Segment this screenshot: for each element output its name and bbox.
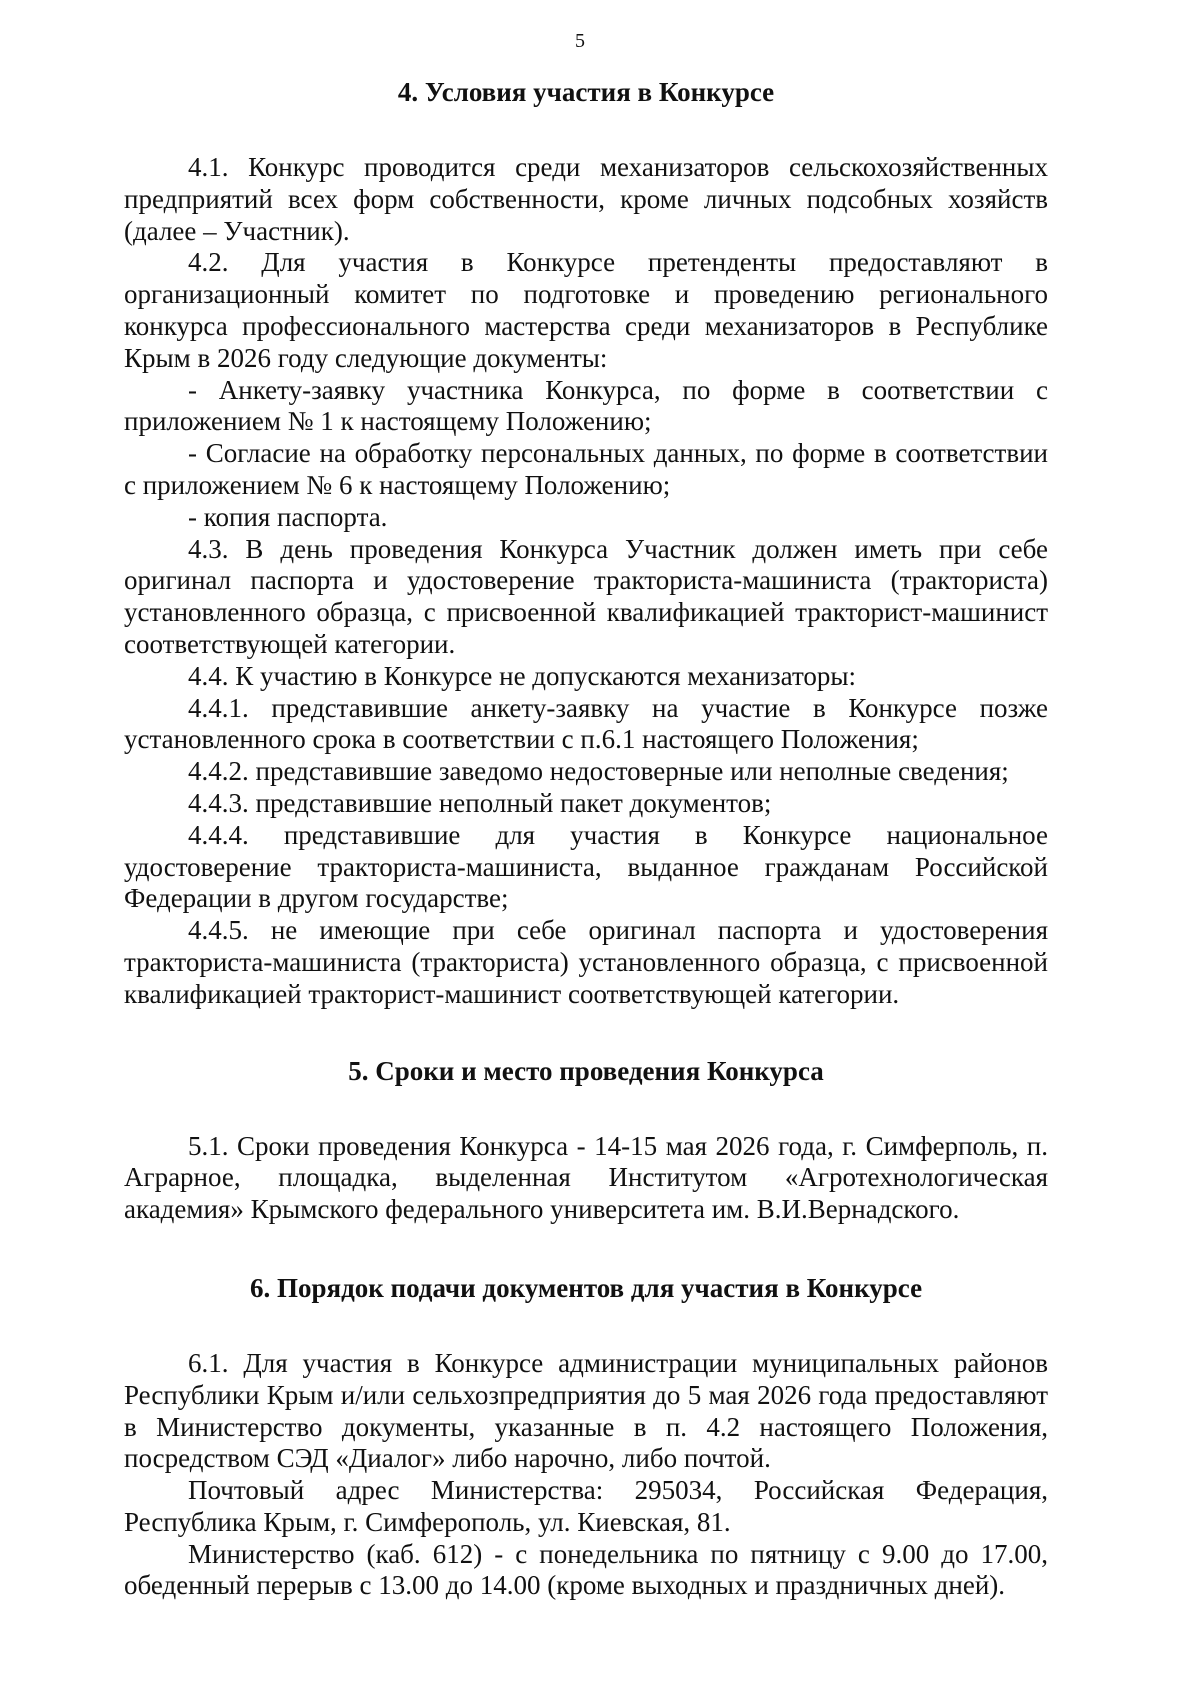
- paragraph-4-2-item-passport: - копия паспорта.: [188, 501, 388, 532]
- paragraph-4-4-3: 4.4.3. представившие неполный пакет документов;: [188, 787, 772, 818]
- paragraph-4-3: 4.3. В день проведения Конкурса Участник должен иметь при себе оригинал паспорта и удостоверение тракториста-машиниста (тракториста) установленного образца, с присвоенной квалификацией тракторист-машинист соответствующей категории.: [124, 533, 1048, 659]
- paragraph-4-4-4: 4.4.4. представившие для участия в Конкурсе национальное удостоверение тракториста-машиниста, выданное гражданам Российской Федерации в другом государстве;: [124, 819, 1048, 914]
- section-6-title: 6. Порядок подачи документов для участия в Конкурсе: [249, 1272, 923, 1303]
- paragraph-5-1: 5.1. Сроки проведения Конкурса - 14-15 мая 2026 года, г. Симферполь, п. Аграрное, площадка, выделенная Институтом «Агротехнологическая академия» Крымского федерального университета им. В.И.Вернадского.: [124, 1130, 1048, 1225]
- paragraph-4-4-5: 4.4.5. не имеющие при себе оригинал паспорта и удостоверения тракториста-машиниста (тракториста) установленного образца, с присвоенной квалификацией тракторист-машинист соответствующей категории.: [124, 915, 1048, 1009]
- paragraph-6-1: 6.1. Для участия в Конкурсе администрации муниципальных районов Республики Крым и/или сельхозпредприятия до 5 мая 2026 года предоставляют в Министерство документы, указанные в п. 4.2 настоящего Положения, посредством СЭД «Диалог» либо нарочно, либо почтой.: [124, 1347, 1048, 1474]
- paragraph-4-4: 4.4. К участию в Конкурсе не допускаются механизаторы:: [188, 660, 857, 691]
- paragraph-4-4-2: 4.4.2. представившие заведомо недостоверные или неполные сведения;: [188, 756, 1009, 787]
- section-5-title: 5. Сроки и место проведения Конкурса: [348, 1055, 824, 1086]
- paragraph-4-2-item-application: - Анкету-заявку участника Конкурса, по форме в соответствии с приложением № 1 к настоящему Положению;: [124, 374, 1048, 437]
- paragraph-4-2-item-consent: - Согласие на обработку персональных данных, по форме в соответствии с приложением № 6 к настоящему Положению;: [124, 438, 1048, 500]
- page-number: 5: [575, 30, 585, 52]
- paragraph-office-hours: Министерство (каб. 612) - с понедельника по пятницу с 9.00 до 17.00, обеденный перерыв с 13.00 до 14.00 (кроме выходных и праздничных дней).: [124, 1538, 1048, 1601]
- section-4-title: 4. Условия участия в Конкурсе: [397, 77, 775, 107]
- document-body: [124, 76, 1048, 1602]
- paragraph-4-4-1: 4.4.1. представившие анкету-заявку на участие в Конкурсе позже установленного срока в соответствии с п.6.1 настоящего Положения;: [124, 692, 1048, 755]
- paragraph-4-1: 4.1. Конкурс проводится среди механизаторов сельскохозяйственных предприятий всех форм собственности, кроме личных подсобных хозяйств (далее – Участник).: [124, 152, 1048, 246]
- paragraph-4-2: 4.2. Для участия в Конкурсе претенденты предоставляют в организационный комитет по подготовке и проведению регионального конкурса профессионального мастерства среди механизаторов в Республике Крым в 2026 году следующие документы:: [124, 247, 1048, 373]
- paragraph-postal-address: Почтовый адрес Министерства: 295034, Российская Федерация, Республика Крым, г. Симферополь, ул. Киевская, 81.: [124, 1475, 1048, 1537]
